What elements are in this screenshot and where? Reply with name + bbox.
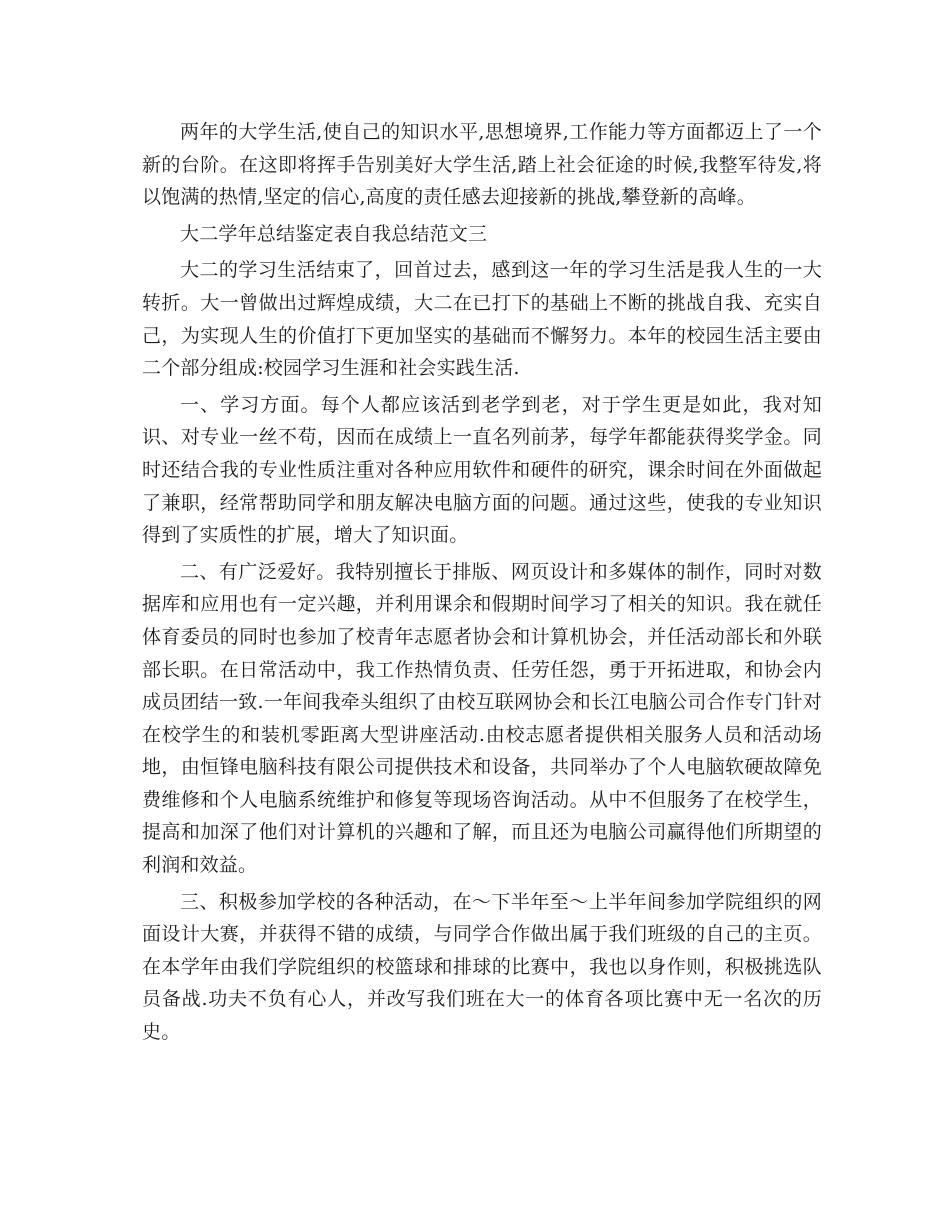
document-body — [142, 116, 822, 1053]
paragraph-study: 一、学习方面。每个人都应该活到老学到老，对于学生更是如此，我对知识、对专业一丝不苟，因而在成绩上一直名列前茅，每学年都能获得奖学金。同时还结合我的专业性质注重对各种应用软件和硬件的研究，课余时间在外面做起了兼职，经常帮助同学和朋友解决电脑方面的问题。通过这些，使我的专业知识得到了实质性的扩展，增大了知识面。 — [142, 393, 822, 547]
paragraph-intro: 大二的学习生活结束了，回首过去，感到这一年的学习生活是我人生的一大转折。大一曾做出过辉煌成绩，大二在已打下的基础上不断的挑战自我、充实自己，为实现人生的价值打下更加坚实的基础而不懈努力。本年的校园生活主要由二个部分组成:校园学习生涯和社会实践生活. — [142, 259, 822, 380]
paragraph-hobbies: 二、有广泛爱好。我特别擅长于排版、网页设计和多媒体的制作，同时对数据库和应用也有一定兴趣，并利用课余和假期时间学习了相关的知识。我在就任体育委员的同时也参加了校青年志愿者协会和计算机协会，并任活动部长和外联部长职。在日常活动中，我工作热情负责、任劳任怨，勇于开拓进取，和协会内成员团结一致.一年间我牵头组织了由校互联网协会和长江电脑公司合作专门针对在校学生的和装机零距离大型讲座活动.由校志愿者提供相关服务人员和活动场地，由恒锋电脑科技有限公司提供技术和设备，共同举办了个人电脑软硬故障免费维修和个人电脑系统维护和修复等现场咨询活动。从中不但服务了在校学生，提高和加深了他们对计算机的兴趣和了解，而且还为电脑公司赢得他们所期望的利润和效益。 — [142, 560, 822, 877]
paragraph-conclusion: 两年的大学生活,使自己的知识水平,思想境界,工作能力等方面都迈上了一个新的台阶。在这即将挥手告别美好大学生活,踏上社会征途的时候,我整军待发,将以饱满的热情,坚定的信心,高度的责任感去迎接新的挑战,攀登新的高峰。 — [142, 121, 822, 209]
section-heading: 大二学年总结鉴定表自我总结范文三 — [180, 222, 488, 245]
paragraph-activities: 三、积极参加学校的各种活动，在～下半年至～上半年间参加学院组织的网面设计大赛，并获得不错的成绩，与同学合作做出属于我们班级的自己的主页。在本学年由我们学院组织的校篮球和排球的比赛中，我也以身作则，积极挑选队员备战.功夫不负有心人，并改写我们班在大一的体育各项比赛中无一名次的历史。 — [142, 890, 822, 1044]
